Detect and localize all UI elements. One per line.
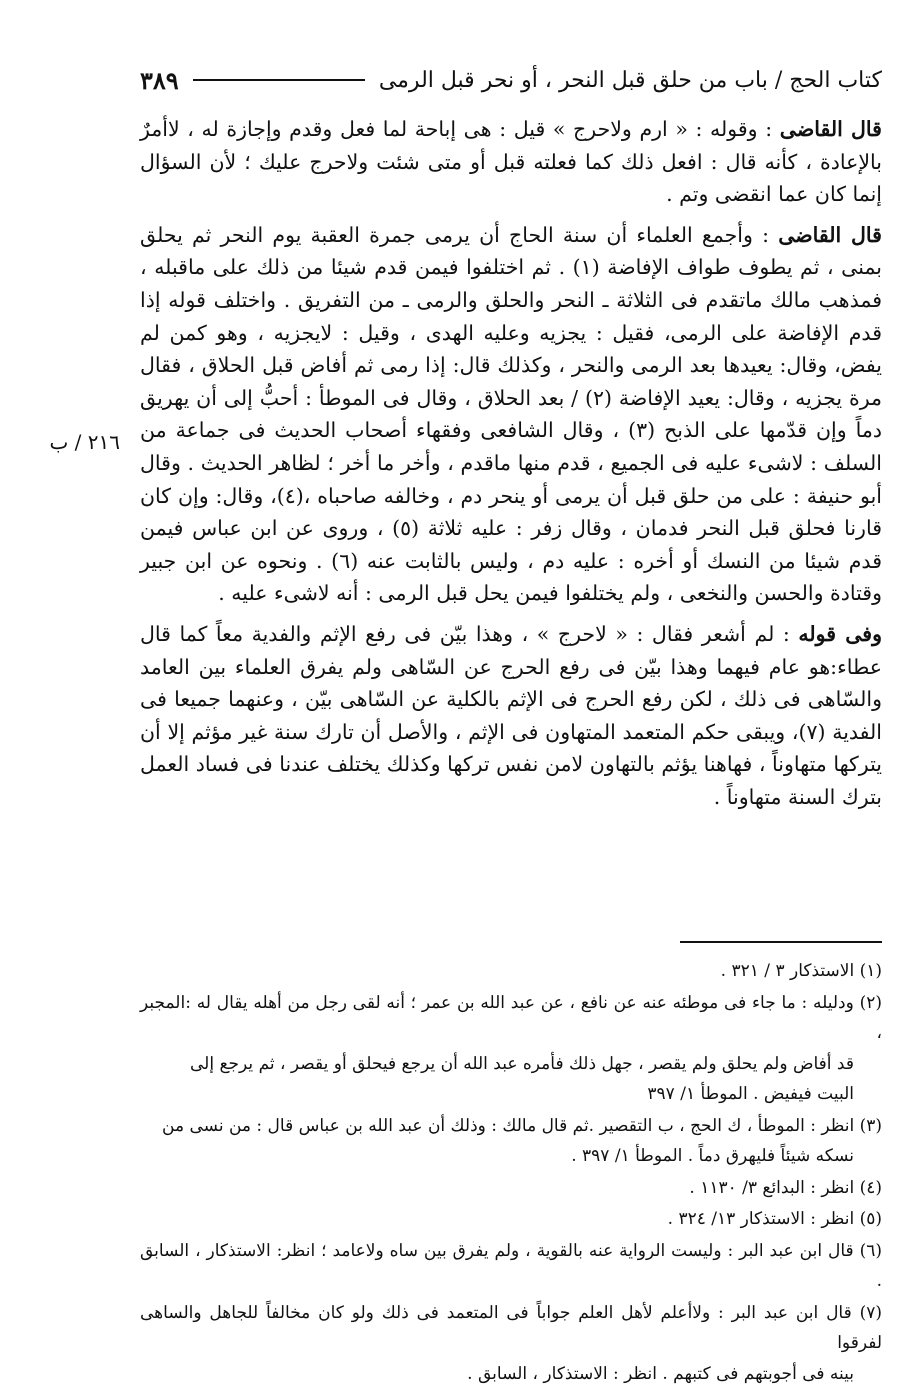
- paragraph: [140, 618, 882, 814]
- footnote: [140, 956, 882, 987]
- paragraph: [140, 113, 882, 211]
- paragraph-text: : وقوله : « ارم ولاحرج » قيل : هى إباحة لما فعل وقدم وإجازة له ، لاأمرٌ بالإعادة ، كأنه قال : افعل ذلك كما فعلته قبل أو متى شئت ولاحرج عليك ؛ لأن السؤال إنما كان عما انقضى وتم .: [140, 117, 882, 207]
- paragraph-lead: وفى قوله: [798, 621, 882, 646]
- footnote: [140, 1298, 882, 1390]
- footnote-line: (٥) انظر : الاستذكار ١٣/ ٣٢٤ .: [667, 1209, 882, 1229]
- paragraph-lead: قال القاضى: [778, 222, 882, 247]
- header-rule: [193, 79, 365, 81]
- footnote-line: نسكه شيئاً فليهرق دماً . الموطأ ١/ ٣٩٧ .: [571, 1146, 854, 1166]
- footnote-line: (٤) انظر : البدائع ٣/ ١١٣٠ .: [689, 1177, 882, 1198]
- footnote-line: (٢) ودليله : ما جاء فى موطئه عنه عن نافع ، عن عبد الله بن عمر ؛ أنه لقى رجل من أهله يقال له :المجبر ،: [140, 992, 882, 1043]
- footnote: [140, 1111, 882, 1172]
- margin-folio-note: ٢١٦ / ب: [49, 430, 120, 454]
- footnote: [140, 1204, 882, 1235]
- footnotes: [140, 956, 882, 1390]
- footnote: [140, 1173, 882, 1204]
- paragraph-text: : لم أشعر فقال : « لاحرج » ، وهذا بيّن فى رفع الإثم والفدية معاً كما قال عطاء:هو عام فيهما وهذا بيّن فى رفع الحرج عن السّاهى ولم يفرق العلماء بين العامد والسّاهى فى ذلك ، لكن رفع الحرج فى الإثم بالكلية عن السّاهى بيّن ، وعنهما جميعا فى الفدية (٧)، ويبقى حكم المتعمد المتهاون فى الإثم ، والأصل أن تارك سنة غير مؤثم إلا أن يتركها متهاوناً ، فهاهنا يؤثم بالتهاون لامن نفس تركها وكذلك يختلف عندنا فى فساد العمل بترك السنة متهاوناً .: [140, 621, 882, 809]
- footnote-line: قد أفاض ولم يحلق ولم يقصر ، جهل ذلك فأمره عبد الله أن يرجع فيحلق أو يقصر ، ثم يرجع إلى: [190, 1053, 854, 1074]
- main-text: [140, 113, 882, 821]
- page-number: ٣٨٩: [140, 65, 179, 95]
- footnote-line: البيت فيفيض . الموطأ ١/ ٣٩٧: [647, 1084, 854, 1104]
- footnote-separator: [680, 941, 882, 943]
- footnote-line: بينه فى أجوبتهم فى كتبهم . انظر : الاستذكار ، السابق .: [467, 1363, 854, 1384]
- footnote: [140, 1236, 882, 1297]
- footnote-line: (٦) قال ابن عبد البر : وليست الرواية عنه بالقوية ، ولم يفرق بين ساه ولاعامد ؛ انظر: الاستذكار ، السابق .: [140, 1240, 882, 1291]
- footnote: [140, 988, 882, 1110]
- paragraph-text: : وأجمع العلماء أن سنة الحاج أن يرمى جمرة العقبة يوم النحر ثم يحلق بمنى ، ثم يطوف طواف الإفاضة (١) . ثم اختلفوا فيمن قدم شيئا من ذلك على ماقبله ، فمذهب مالك ماتقدم فى الثلاثة ـ النحر والحلق والرمى ـ من التفريق . واختلف قوله إذا قدم الإفاضة على الرمى، فقيل : يجزيه وعليه الهدى ، وقيل : لايجزيه ، وهو كمن لم يفض، وقال: يعيدها بعد الرمى والنحر ، وكذلك قال: إذا رمى ثم أفاض قبل الحلاق ، فقال مرة يجزيه ، وقال: يعيد الإفاضة (٢) / بعد الحلاق ، وقال فى الموطأ : أحبُّ إلى أن يهريق دماً وإن قدّمها على الذبح (٣) ، وقال الشافعى وفقهاء أصحاب الحديث فى جماعة من السلف : لاشىء عليه فى الجميع ، قدم منها ماقدم ، وأخر ما أخر ؛ لظاهر الحديث . وقال أبو حنيفة : على من حلق قبل أن يرمى أو ينحر دم ، وخالفه صاحباه ،(٤)، وقال: وإن كان قارنا فحلق قبل النحر فدمان ، وقال زفر : عليه ثلاثة (٥) ، وروى عن ابن عباس فيمن قدم شيئا من النسك أو أخره : عليه دم ، وليس بالثابت عنه (٦) . ونحوه عن ابن جبير وقتادة والحسن والنخعى ، ولم يختلفوا فيمن يحل قبل الرمى : أنه لاشىء عليه .: [140, 222, 882, 606]
- footnote-line: (٧) قال ابن عبد البر : ولاأعلم لأهل العلم جواباً فى المتعمد فى ذلك ولو كان مخالفاً للجاهل والساهى لفرقوا: [140, 1302, 882, 1353]
- footnote-line: (٣) انظر : الموطأ ، ك الحج ، ب التقصير .ثم قال مالك : وذلك أن عبد الله بن عباس قال : من نسى من: [162, 1115, 882, 1136]
- footnote-line: (١) الاستذكار ٣ / ٣٢١ .: [720, 961, 882, 981]
- paragraph: [140, 219, 882, 610]
- page-header: [140, 60, 882, 100]
- running-title: كتاب الحج / باب من حلق قبل النحر ، أو نحر قبل الرمى: [378, 67, 882, 93]
- paragraph-lead: قال القاضى: [779, 117, 882, 141]
